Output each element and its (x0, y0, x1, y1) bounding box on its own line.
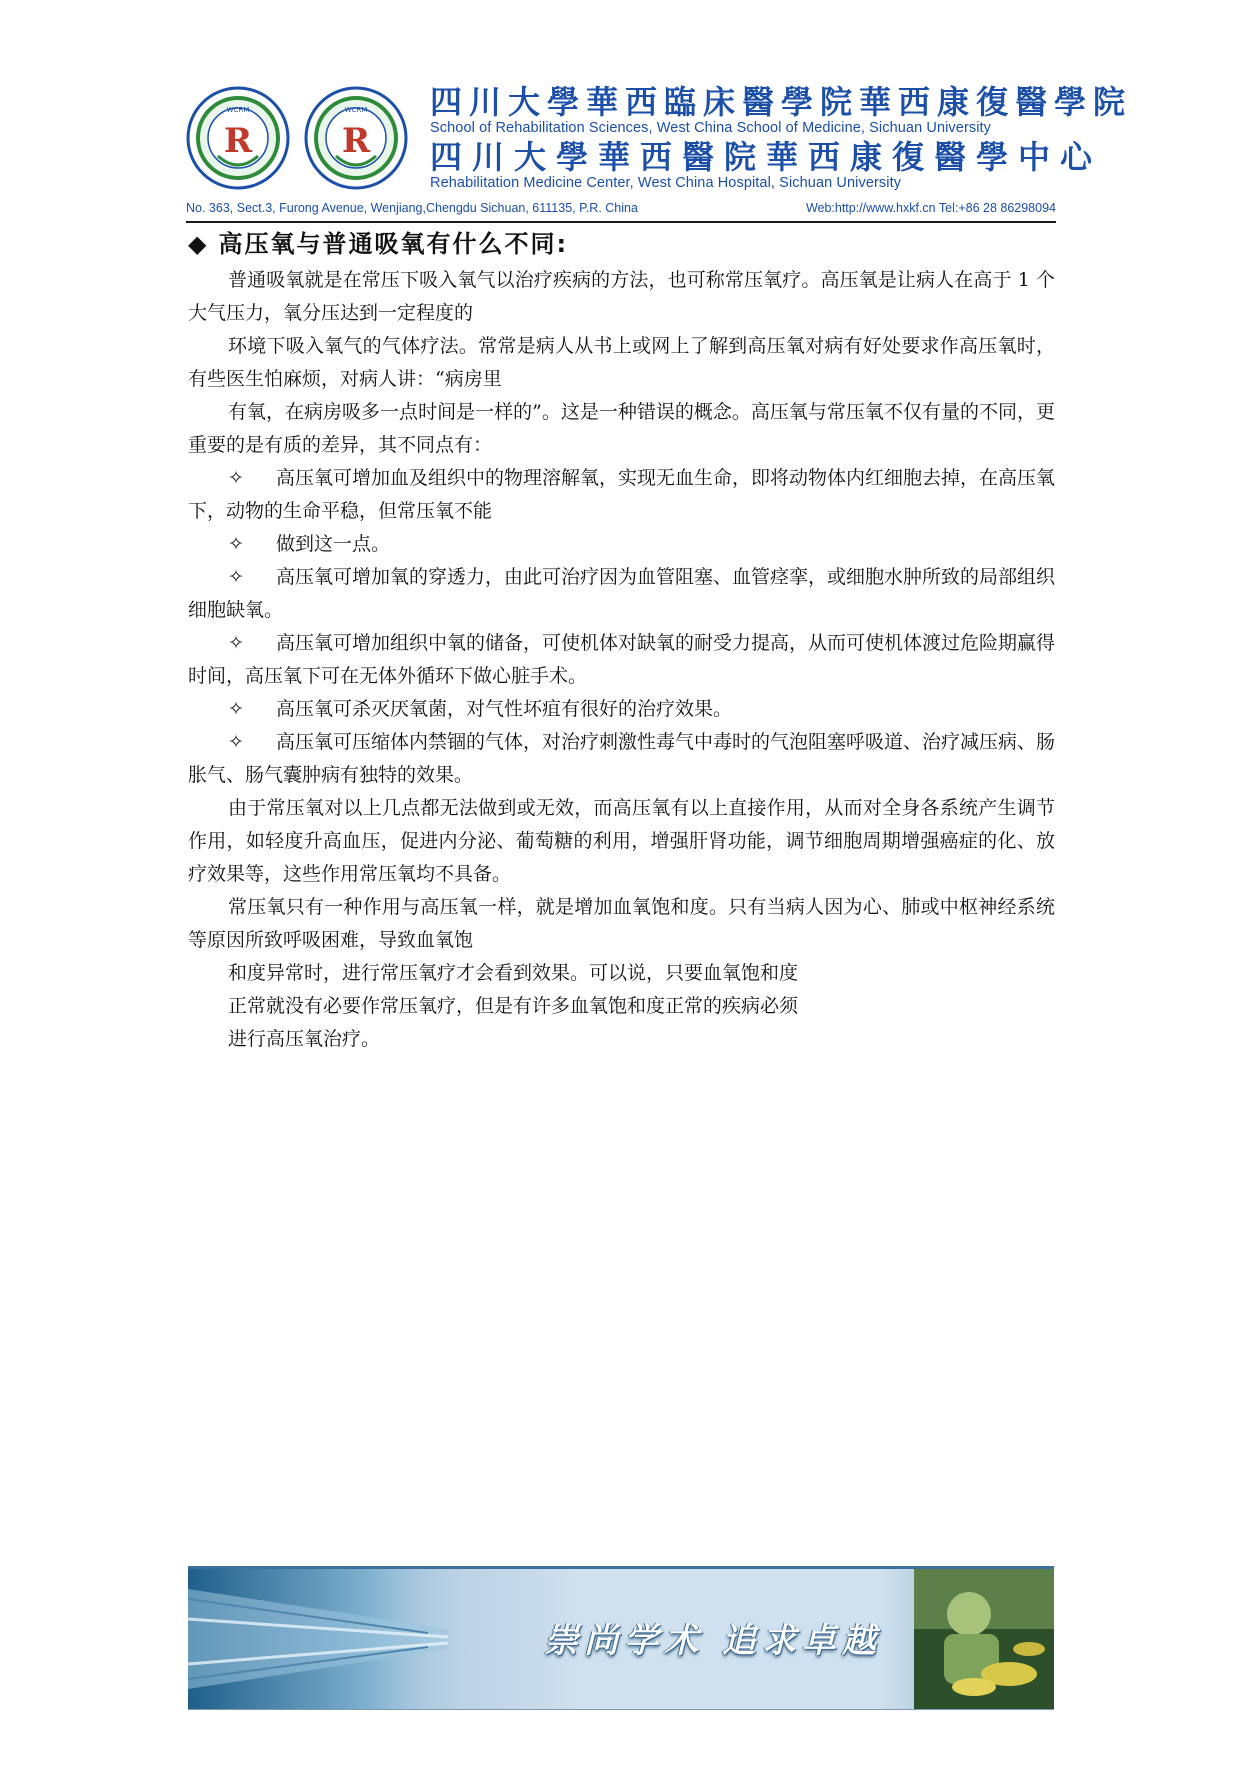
address-line (186, 201, 1056, 215)
paragraph (188, 1023, 1055, 1056)
paragraph (188, 891, 1055, 957)
paragraph-text: 高压氧可增加血及组织中的物理溶解氧，实现无血生命，即将动物体内红细胞去掉，在高压氧下，动物的生命平稳，但常压氧不能 (188, 467, 1056, 522)
paragraph (188, 957, 1055, 990)
paragraph (188, 990, 1055, 1023)
school-name-en: School of Rehabilitation Sciences, West China School of Medicine, Sichuan University (430, 120, 992, 136)
paragraph-text: 高压氧可增加氧的穿透力，由此可治疗因为血管阻塞、血管痉挛，或细胞水肿所致的局部组织细胞缺氧。 (188, 566, 1056, 621)
diamond-bullet-icon: ◆ (188, 230, 209, 258)
paragraph-text: 进行高压氧治疗。 (228, 1028, 381, 1050)
paragraph-text: 高压氧可杀灭厌氧菌，对气性坏疽有很好的治疗效果。 (276, 698, 733, 720)
four-point-star-bullet-icon: ✧ (228, 467, 244, 489)
paragraph-text: 高压氧可增加组织中氧的储备，可使机体对缺氧的耐受力提高，从而可使机体渡过危险期赢得时间，高压氧下可在无体外循环下做心脏手术。 (188, 632, 1056, 687)
four-point-star-bullet-icon: ✧ (228, 566, 244, 588)
school-seal-logo (186, 86, 290, 190)
four-point-star-bullet-icon: ✧ (228, 698, 244, 720)
svg-text:WCRM: WCRM (344, 106, 368, 114)
svg-text:R: R (341, 121, 371, 161)
institution-names (430, 83, 1133, 192)
paragraph-text: 有氧，在病房吸多一点时间是一样的”。这是一种错误的概念。高压氧与常压氧不仅有量的不同，更重要的是有质的差异，其不同点有： (188, 401, 1055, 456)
paragraph (188, 264, 1055, 330)
paragraph-text: 高压氧可压缩体内禁锢的气体，对治疗刺激性毒气中毒时的气泡阻塞呼吸道、治疗减压病、肠胀气、肠气囊肿病有独特的效果。 (188, 731, 1056, 786)
bullet-paragraph (188, 528, 1055, 561)
svg-text:R: R (223, 121, 253, 161)
bullet-paragraph (188, 726, 1055, 792)
footer-banner (188, 1566, 1054, 1710)
article-heading (188, 224, 1055, 264)
center-seal-logo (304, 86, 408, 190)
web-and-phone: Web:http://www.hxkf.cn Tel:+86 28 86298094 (805, 201, 1056, 215)
four-point-star-bullet-icon: ✧ (228, 533, 244, 555)
letterhead (186, 83, 1133, 224)
banner-slogan: 崇尚学术 追求卓越 (544, 1621, 882, 1661)
paragraph-text: 常压氧只有一种作用与高压氧一样，就是增加血氧饱和度。只有当病人因为心、肺或中枢神经系统等原因所致呼吸困难，导致血氧饱 (188, 896, 1055, 951)
bullet-paragraph (188, 627, 1055, 693)
paragraph-text: 正常就没有必要作常压氧疗，但是有许多血氧饱和度正常的疾病必须 (228, 995, 799, 1017)
article (188, 224, 1055, 1056)
four-point-star-bullet-icon: ✧ (228, 731, 244, 753)
paragraph (188, 330, 1055, 396)
corridor-photo (188, 1569, 488, 1709)
heading-text: 高压氧与普通吸氧有什么不同: (218, 230, 569, 258)
four-point-star-bullet-icon: ✧ (228, 632, 244, 654)
paragraph-text: 做到这一点。 (276, 533, 391, 555)
svg-text:WCRM: WCRM (226, 106, 250, 114)
postal-address: No. 363, Sect.3, Furong Avenue, Wenjiang,Chengdu Sichuan, 611135, P.R. China (186, 201, 638, 215)
center-name-en: Rehabilitation Medicine Center, West China Hospital, Sichuan University (430, 175, 902, 191)
bullet-paragraph (188, 462, 1055, 528)
article-paragraphs (188, 264, 1055, 1056)
center-name-cn: 四川大學華西醫院華西康復醫學中心 (430, 138, 1103, 176)
bullet-paragraph (188, 693, 1055, 726)
paragraph-text: 和度异常时，进行常压氧疗才会看到效果。可以说，只要血氧饱和度 (228, 962, 799, 984)
paragraph (188, 792, 1055, 891)
paragraph (188, 396, 1055, 462)
school-name-cn: 四川大學華西臨床醫學院華西康復醫學院 (430, 83, 1133, 121)
paragraph-text: 由于常压氧对以上几点都无法做到或无效，而高压氧有以上直接作用，从而对全身各系统产生调节作用，如轻度升高血压，促进内分泌、葡萄糖的利用，增强肝肾功能，调节细胞周期增强癌症的化、放疗效果等，这些作用常压氧均不具备。 (188, 797, 1055, 885)
header-divider (186, 221, 1056, 223)
paragraph-text: 普通吸氧就是在常压下吸入氧气以治疗疾病的方法，也可称常压氧疗。高压氧是让病人在高于 1 个大气压力，氧分压达到一定程度的 (188, 269, 1055, 324)
paragraph-text: 环境下吸入氧气的气体疗法。常常是病人从书上或网上了解到高压氧对病有好处要求作高压氧时，有些医生怕麻烦，对病人讲：“病房里 (188, 335, 1055, 390)
bullet-paragraph (188, 561, 1055, 627)
lab-photo (914, 1569, 1054, 1709)
